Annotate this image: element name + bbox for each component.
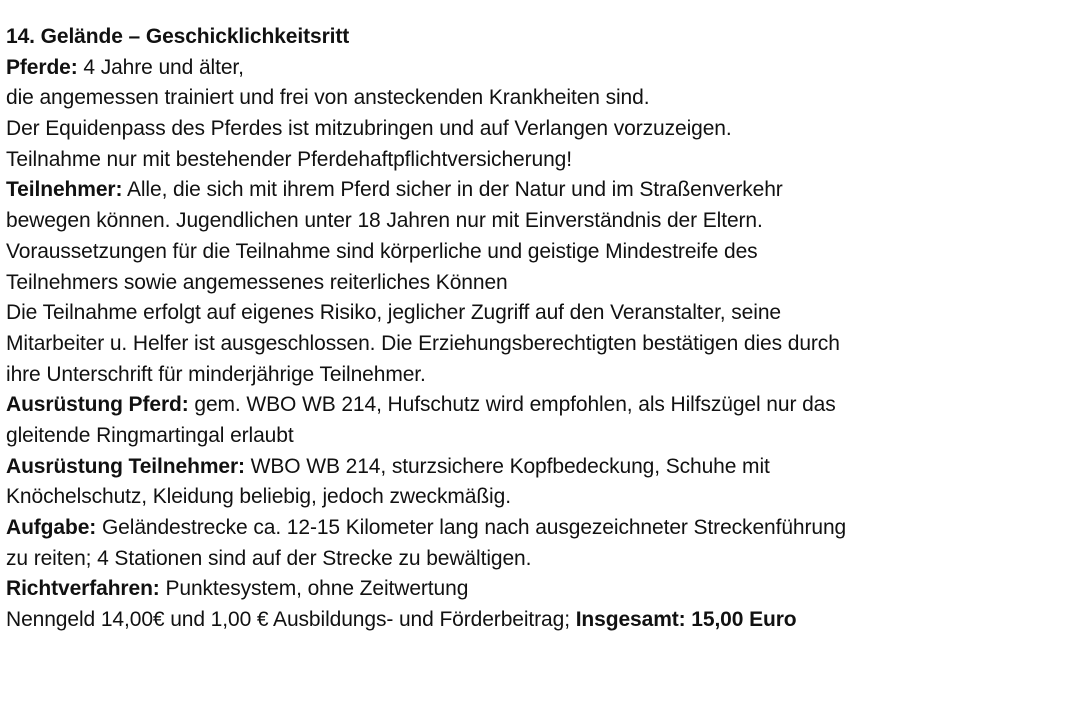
teilnehmer-line-3: Voraussetzungen für die Teilnahme sind körperliche und geistige Mindestreife des [6, 239, 758, 263]
ausruestung-teilnehmer-label: Ausrüstung Teilnehmer: [6, 454, 245, 478]
ausruestung-pferd-line-1 [6, 390, 1078, 421]
pferde-line-1 [6, 53, 1078, 84]
ausruestung-pferd-line-2: gleitende Ringmartingal erlaubt [6, 423, 294, 447]
aufgabe-label: Aufgabe: [6, 516, 97, 539]
aufgabe-line-2: zu reiten; 4 Stationen sind auf der Strecke zu bewältigen. [6, 546, 532, 570]
nenngeld-text: Nenngeld 14,00€ und 1,00 € Ausbildungs- und Förderbeitrag; [6, 608, 576, 632]
richtverfahren-line [6, 574, 1078, 605]
document-title: 14. Gelände – Geschicklichkeitsritt [6, 25, 350, 48]
nenngeld-line [6, 605, 1078, 636]
nenngeld-total: Insgesamt: 15,00 Euro [575, 608, 797, 632]
document-body [6, 22, 1078, 636]
teilnehmer-line-1 [6, 175, 1078, 206]
teilnehmer-line-4: Teilnehmers sowie angemessenes reiterliches Können [6, 270, 508, 294]
richtverfahren-label: Richtverfahren: [6, 577, 160, 601]
pferde-line-4: Teilnahme nur mit bestehender Pferdehaftpflichtversicherung! [6, 147, 572, 171]
ausruestung-pferd-text-1: gem. WBO WB 214, Hufschutz wird empfohlen, als Hilfszügel nur das [188, 393, 836, 417]
ausruestung-teilnehmer-line-1 [6, 452, 1078, 483]
ausruestung-teilnehmer-text-1: WBO WB 214, sturzsichere Kopfbedeckung, Schuhe mit [244, 454, 770, 478]
pferde-text-1: 4 Jahre und älter, [77, 55, 244, 79]
aufgabe-text-1: Geländestrecke ca. 12-15 Kilometer lang nach ausgezeichneter Streckenführung [96, 516, 847, 539]
teilnehmer-line-6: Mitarbeiter u. Helfer ist ausgeschlossen. Die Erziehungsberechtigten bestätigen dies durch [6, 331, 840, 355]
pferde-label: Pferde: [6, 55, 78, 79]
teilnehmer-line-7: ihre Unterschrift für minderjährige Teilnehmer. [6, 362, 426, 386]
teilnehmer-line-2: bewegen können. Jugendlichen unter 18 Jahren nur mit Einverständnis der Eltern. [6, 209, 763, 233]
pferde-line-2: die angemessen trainiert und frei von ansteckenden Krankheiten sind. [6, 86, 650, 110]
teilnehmer-line-5: Die Teilnahme erfolgt auf eigenes Risiko, jeglicher Zugriff auf den Veranstalter, seine [6, 301, 781, 325]
pferde-line-3: Der Equidenpass des Pferdes ist mitzubringen und auf Verlangen vorzuzeigen. [6, 117, 732, 141]
teilnehmer-label: Teilnehmer: [6, 178, 123, 202]
ausruestung-teilnehmer-line-2: Knöchelschutz, Kleidung beliebig, jedoch zweckmäßig. [6, 485, 511, 509]
aufgabe-line-1 [6, 513, 1078, 544]
ausruestung-pferd-label: Ausrüstung Pferd: [6, 393, 189, 417]
richtverfahren-text: Punktesystem, ohne Zeitwertung [159, 577, 469, 601]
teilnehmer-text-1: Alle, die sich mit ihrem Pferd sicher in der Natur und im Straßenverkehr [122, 178, 783, 202]
